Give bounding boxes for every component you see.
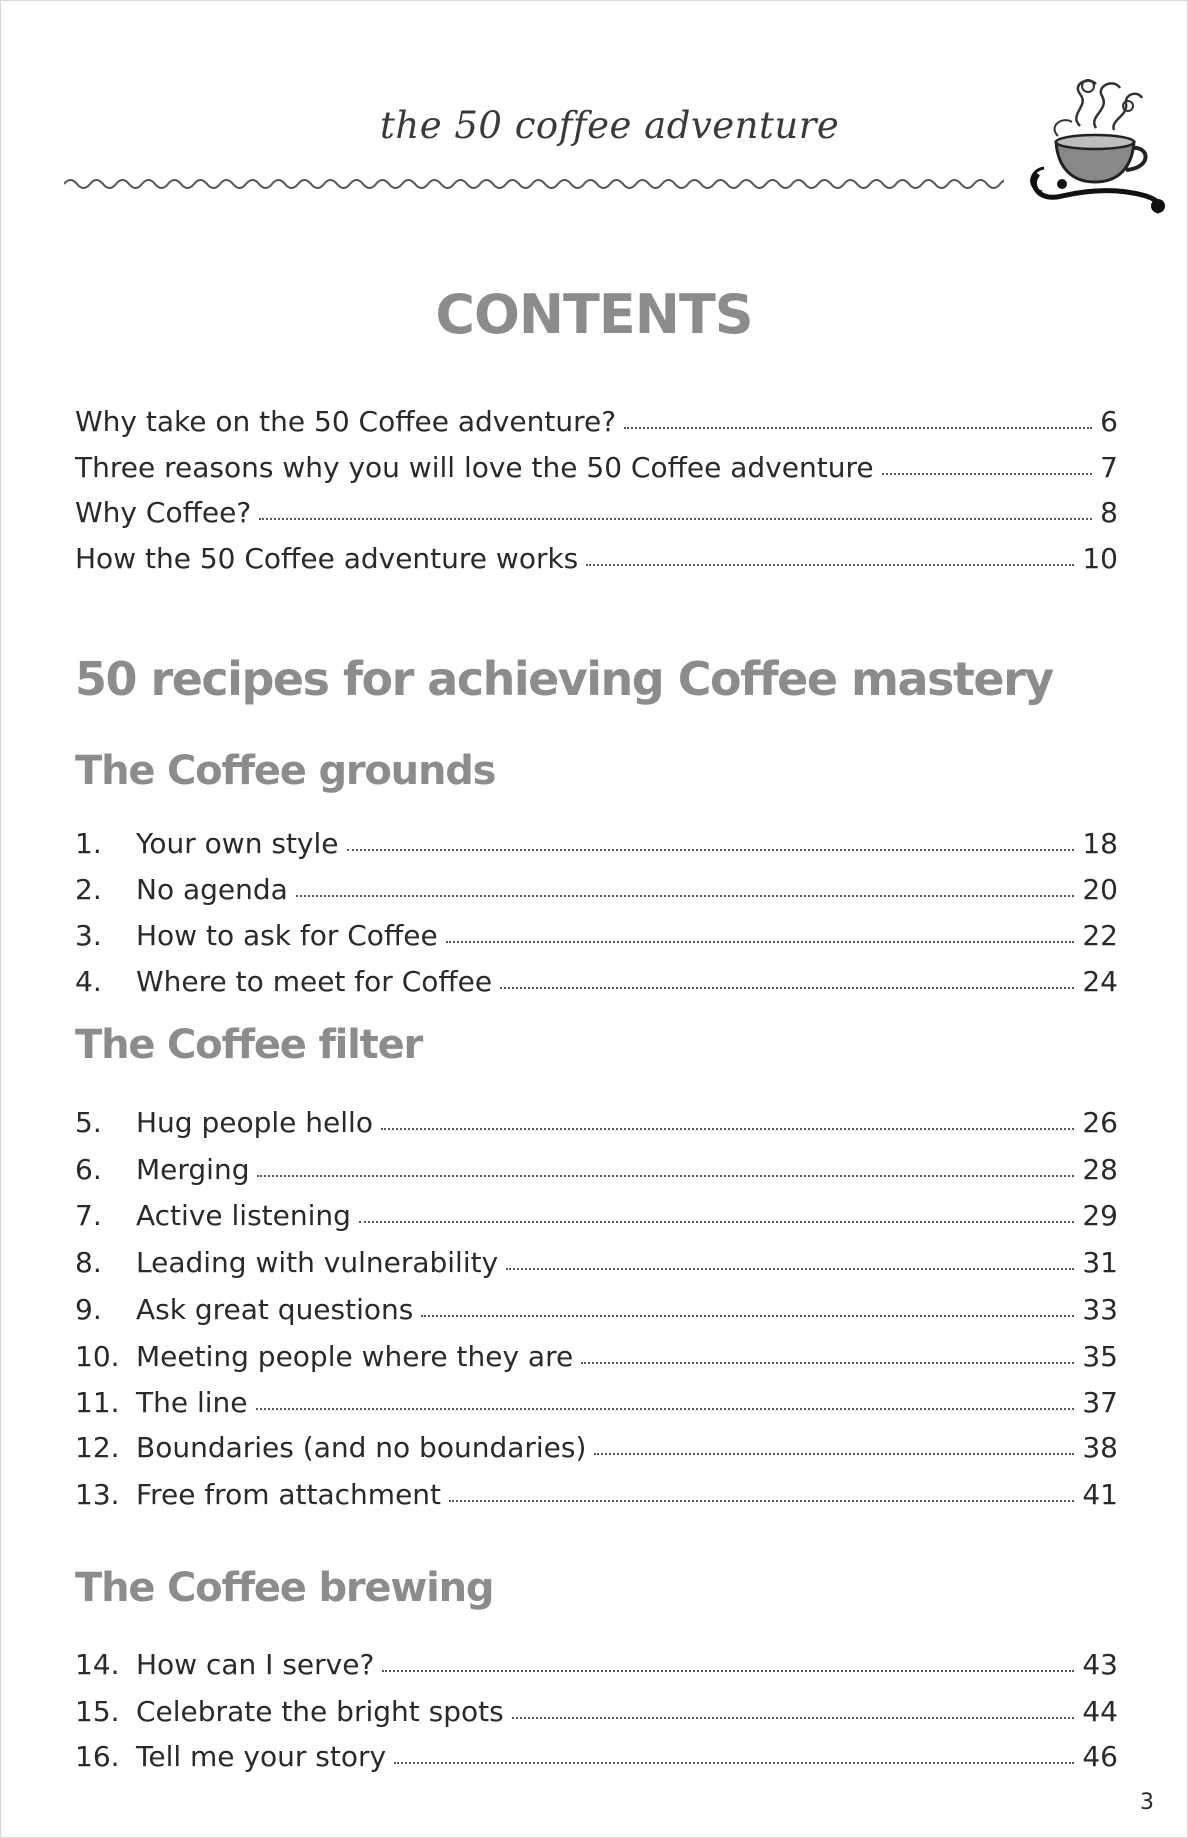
page-number: 3 bbox=[1140, 1790, 1154, 1815]
toc-entry-title: Merging bbox=[136, 1153, 250, 1186]
toc-entry-title: Free from attachment bbox=[136, 1478, 442, 1511]
toc-entry-number: 13. bbox=[75, 1478, 120, 1511]
toc-entry[interactable] bbox=[75, 489, 1118, 529]
dot-leader bbox=[382, 1669, 1074, 1672]
toc-entry[interactable] bbox=[75, 1192, 1118, 1232]
toc-entry-title: How the 50 Coffee adventure works bbox=[75, 542, 579, 575]
toc-entry-title: No agenda bbox=[136, 873, 288, 906]
toc-entry-page: 6 bbox=[1100, 405, 1118, 438]
toc-entry-number: 12. bbox=[75, 1431, 120, 1464]
toc-entry[interactable] bbox=[75, 820, 1118, 860]
toc-entry-page: 8 bbox=[1100, 496, 1118, 529]
toc-entry[interactable] bbox=[75, 444, 1118, 484]
toc-entry-title: Tell me your story bbox=[136, 1740, 387, 1773]
toc-entry-number: 3. bbox=[75, 919, 102, 952]
dot-leader bbox=[394, 1761, 1074, 1764]
dot-leader bbox=[347, 848, 1075, 851]
toc-entry[interactable] bbox=[75, 1733, 1118, 1773]
toc-entry[interactable] bbox=[75, 1099, 1118, 1139]
toc-entry-number: 11. bbox=[75, 1386, 120, 1419]
toc-entry-page: 46 bbox=[1082, 1740, 1118, 1773]
toc-entry-number: 8. bbox=[75, 1246, 102, 1279]
running-head: the 50 coffee adventure bbox=[380, 104, 840, 147]
toc-entry-page: 10 bbox=[1082, 542, 1118, 575]
toc-entry[interactable] bbox=[75, 1333, 1118, 1373]
toc-entry-page: 20 bbox=[1082, 873, 1118, 906]
toc-entry-title: The line bbox=[136, 1386, 248, 1419]
toc-entry-number: 14. bbox=[75, 1648, 120, 1681]
toc-entry[interactable] bbox=[75, 1379, 1118, 1419]
toc-entry-page: 33 bbox=[1082, 1293, 1118, 1326]
dot-leader bbox=[296, 894, 1075, 897]
dot-leader bbox=[594, 1452, 1074, 1455]
toc-entry-title: Why take on the 50 Coffee adventure? bbox=[75, 405, 617, 438]
toc-entry-title: Your own style bbox=[136, 827, 339, 860]
dot-leader bbox=[882, 472, 1093, 475]
dot-leader bbox=[449, 1499, 1074, 1502]
dot-leader bbox=[446, 940, 1075, 943]
dot-leader bbox=[624, 426, 1092, 429]
toc-entry-title: Celebrate the bright spots bbox=[136, 1695, 504, 1728]
dot-leader bbox=[500, 986, 1074, 989]
toc-entry-title: Boundaries (and no boundaries) bbox=[136, 1431, 587, 1464]
dot-leader bbox=[381, 1127, 1074, 1130]
toc-entry-page: 7 bbox=[1100, 451, 1118, 484]
toc-entry-title: Ask great questions bbox=[136, 1293, 414, 1326]
toc-entry-title: Why Coffee? bbox=[75, 496, 252, 529]
coffee-cup-icon bbox=[1018, 56, 1168, 216]
toc-entry-page: 29 bbox=[1082, 1199, 1118, 1232]
toc-entry[interactable] bbox=[75, 535, 1118, 575]
toc-entry-page: 18 bbox=[1082, 827, 1118, 860]
toc-entry-page: 41 bbox=[1082, 1478, 1118, 1511]
toc-entry-number: 4. bbox=[75, 965, 102, 998]
toc-entry-page: 43 bbox=[1082, 1648, 1118, 1681]
toc-entry[interactable] bbox=[75, 1239, 1118, 1279]
dot-leader bbox=[586, 563, 1074, 566]
toc-entry[interactable] bbox=[75, 398, 1118, 438]
toc-entry-page: 31 bbox=[1082, 1246, 1118, 1279]
toc-entry-number: 2. bbox=[75, 873, 102, 906]
toc-entry-number: 7. bbox=[75, 1199, 102, 1232]
dot-leader bbox=[421, 1314, 1074, 1317]
part-heading: 50 recipes for achieving Coffee mastery bbox=[75, 652, 1053, 706]
toc-entry-page: 38 bbox=[1082, 1431, 1118, 1464]
contents-heading: CONTENTS bbox=[435, 283, 753, 346]
toc-entry[interactable] bbox=[75, 1471, 1118, 1511]
dot-leader bbox=[581, 1361, 1074, 1364]
toc-entry-page: 26 bbox=[1082, 1106, 1118, 1139]
toc-entry-number: 1. bbox=[75, 827, 102, 860]
toc-entry-number: 10. bbox=[75, 1340, 120, 1373]
toc-entry-page: 44 bbox=[1082, 1695, 1118, 1728]
section-heading: The Coffee filter bbox=[75, 1022, 423, 1068]
toc-entry[interactable] bbox=[75, 1688, 1118, 1728]
toc-entry-title: How can I serve? bbox=[136, 1648, 375, 1681]
toc-entry[interactable] bbox=[75, 912, 1118, 952]
toc-entry-title: Three reasons why you will love the 50 Coffee adventure bbox=[75, 451, 874, 484]
dot-leader bbox=[256, 1407, 1075, 1410]
toc-entry-page: 28 bbox=[1082, 1153, 1118, 1186]
toc-entry-page: 24 bbox=[1082, 965, 1118, 998]
toc-entry-number: 5. bbox=[75, 1106, 102, 1139]
dot-leader bbox=[512, 1716, 1075, 1719]
toc-entry[interactable] bbox=[75, 1146, 1118, 1186]
toc-entry-number: 15. bbox=[75, 1695, 120, 1728]
section-heading: The Coffee brewing bbox=[75, 1565, 494, 1611]
toc-entry-page: 22 bbox=[1082, 919, 1118, 952]
dot-leader bbox=[259, 517, 1092, 520]
toc-entry-title: Hug people hello bbox=[136, 1106, 373, 1139]
toc-entry-page: 35 bbox=[1082, 1340, 1118, 1373]
wavy-line-icon bbox=[64, 172, 1004, 196]
toc-entry[interactable] bbox=[75, 1641, 1118, 1681]
toc-entry[interactable] bbox=[75, 958, 1118, 998]
toc-entry-page: 37 bbox=[1082, 1386, 1118, 1419]
toc-entry-title: Meeting people where they are bbox=[136, 1340, 574, 1373]
toc-entry-title: Active listening bbox=[136, 1199, 351, 1232]
dot-leader bbox=[257, 1174, 1074, 1177]
toc-entry-title: How to ask for Coffee bbox=[136, 919, 438, 952]
toc-entry-title: Leading with vulnerability bbox=[136, 1246, 499, 1279]
dot-leader bbox=[506, 1267, 1074, 1270]
toc-entry-title: Where to meet for Coffee bbox=[136, 965, 493, 998]
dot-leader bbox=[359, 1220, 1074, 1223]
toc-entry[interactable] bbox=[75, 866, 1118, 906]
section-heading: The Coffee grounds bbox=[75, 748, 496, 794]
toc-entry[interactable] bbox=[75, 1286, 1118, 1326]
toc-entry-number: 9. bbox=[75, 1293, 102, 1326]
toc-entry-number: 16. bbox=[75, 1740, 120, 1773]
toc-entry[interactable] bbox=[75, 1424, 1118, 1464]
toc-entry-number: 6. bbox=[75, 1153, 102, 1186]
